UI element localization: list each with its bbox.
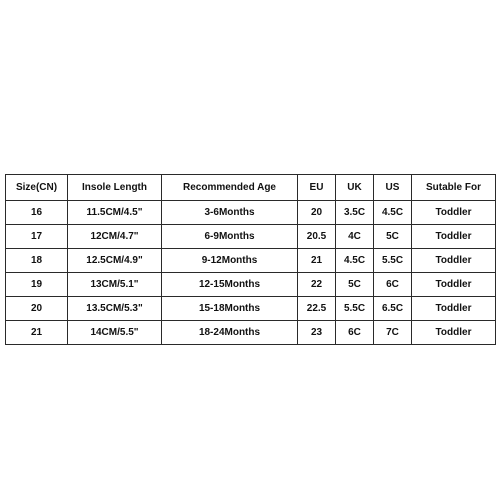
cell-uk: 4.5C	[336, 249, 374, 273]
cell-suitable-for: Toddler	[412, 225, 496, 249]
cell-uk: 3.5C	[336, 201, 374, 225]
table-row	[6, 297, 496, 321]
cell-us: 6.5C	[374, 297, 412, 321]
cell-eu: 20.5	[298, 225, 336, 249]
table-row	[6, 273, 496, 297]
cell-us: 7C	[374, 321, 412, 345]
cell-insole-length: 12CM/4.7"	[68, 225, 162, 249]
cell-insole-length: 14CM/5.5"	[68, 321, 162, 345]
cell-recommended-age: 18-24Months	[162, 321, 298, 345]
cell-eu: 21	[298, 249, 336, 273]
table-header-row	[6, 175, 496, 201]
cell-recommended-age: 12-15Months	[162, 273, 298, 297]
header-insole-length: Insole Length	[68, 175, 162, 201]
table-row	[6, 321, 496, 345]
cell-us: 5C	[374, 225, 412, 249]
cell-recommended-age: 9-12Months	[162, 249, 298, 273]
cell-recommended-age: 6-9Months	[162, 225, 298, 249]
cell-suitable-for: Toddler	[412, 297, 496, 321]
cell-eu: 22	[298, 273, 336, 297]
cell-size-cn: 19	[6, 273, 68, 297]
size-chart-table	[5, 174, 496, 345]
cell-uk: 6C	[336, 321, 374, 345]
cell-suitable-for: Toddler	[412, 249, 496, 273]
cell-uk: 4C	[336, 225, 374, 249]
header-uk: UK	[336, 175, 374, 201]
table-row	[6, 225, 496, 249]
cell-us: 5.5C	[374, 249, 412, 273]
cell-eu: 20	[298, 201, 336, 225]
header-recommended-age: Recommended Age	[162, 175, 298, 201]
cell-insole-length: 13CM/5.1"	[68, 273, 162, 297]
table-row	[6, 249, 496, 273]
cell-insole-length: 13.5CM/5.3"	[68, 297, 162, 321]
cell-eu: 22.5	[298, 297, 336, 321]
cell-eu: 23	[298, 321, 336, 345]
header-us: US	[374, 175, 412, 201]
cell-recommended-age: 15-18Months	[162, 297, 298, 321]
cell-suitable-for: Toddler	[412, 273, 496, 297]
cell-insole-length: 11.5CM/4.5"	[68, 201, 162, 225]
cell-size-cn: 17	[6, 225, 68, 249]
cell-us: 6C	[374, 273, 412, 297]
cell-uk: 5.5C	[336, 297, 374, 321]
table-row	[6, 201, 496, 225]
header-eu: EU	[298, 175, 336, 201]
cell-uk: 5C	[336, 273, 374, 297]
cell-size-cn: 20	[6, 297, 68, 321]
cell-suitable-for: Toddler	[412, 321, 496, 345]
cell-recommended-age: 3-6Months	[162, 201, 298, 225]
cell-size-cn: 18	[6, 249, 68, 273]
cell-us: 4.5C	[374, 201, 412, 225]
cell-suitable-for: Toddler	[412, 201, 496, 225]
header-size-cn: Size(CN)	[6, 175, 68, 201]
header-suitable-for: Sutable For	[412, 175, 496, 201]
cell-size-cn: 16	[6, 201, 68, 225]
cell-insole-length: 12.5CM/4.9"	[68, 249, 162, 273]
cell-size-cn: 21	[6, 321, 68, 345]
